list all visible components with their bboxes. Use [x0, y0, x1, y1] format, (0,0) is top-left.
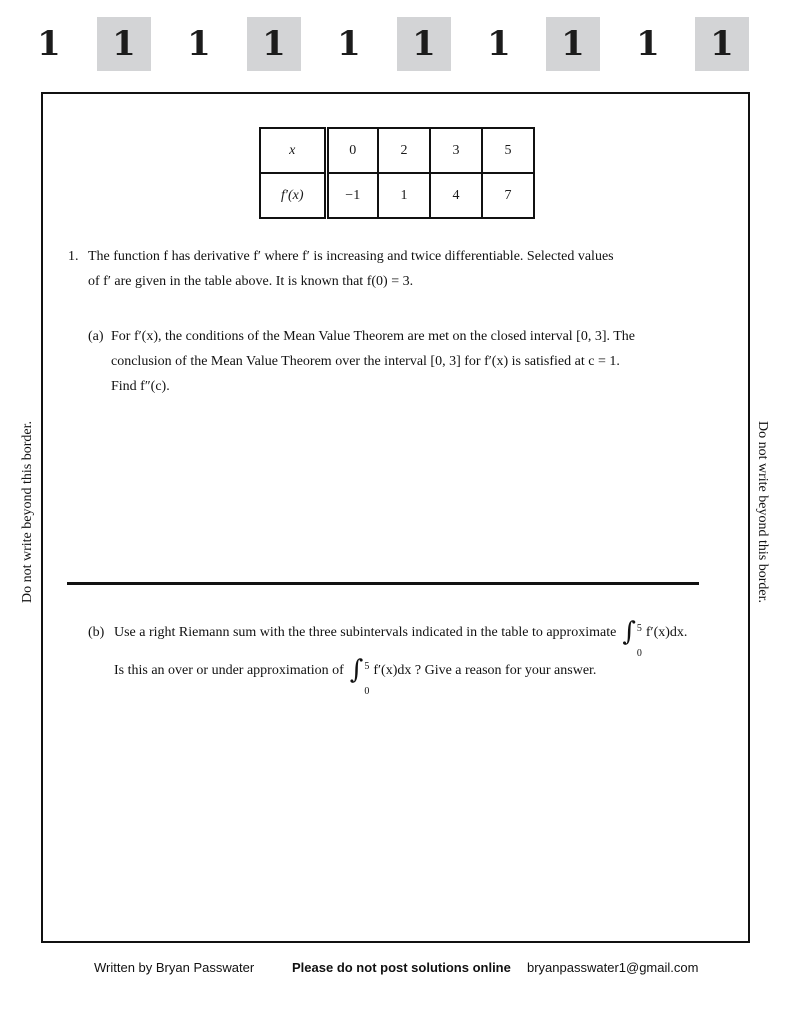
problem-line: of f′ are given in the table above. It is known that f(0) = 3.	[88, 274, 414, 289]
problem-statement	[68, 244, 708, 294]
page-number-cell: 1	[97, 17, 151, 71]
part-a-label: (a)	[88, 329, 104, 344]
part-b-line: Is this an over or under approximation of	[114, 662, 344, 678]
table-cell: 3	[430, 128, 482, 173]
integral-upper-limit: 5	[636, 623, 642, 634]
page-number-cell: 1	[187, 24, 211, 64]
answer-border	[41, 92, 750, 943]
integral-sign: ∫	[622, 617, 636, 647]
section-divider	[67, 582, 699, 585]
part-a-line: conclusion of the Mean Value Theorem over the interval [0, 3] for f′(x) is satisfied at c = 1.	[111, 354, 620, 369]
part-b-line: Use a right Riemann sum with the three subintervals indicated in the table to approximate	[114, 624, 617, 640]
page-number-cell: 1	[695, 17, 749, 71]
table-header-cell: f′(x)	[260, 173, 326, 218]
page-number-cell: 1	[487, 24, 511, 64]
part-a-line: Find f″(c).	[111, 379, 170, 394]
table-cell: 2	[378, 128, 430, 173]
integrand: f′(x)dx.	[645, 624, 688, 640]
page-number-cell: 1	[636, 24, 660, 64]
values-table	[259, 127, 535, 219]
part-a	[88, 324, 728, 399]
page-number-cell: 1	[337, 24, 361, 64]
page-number-cell: 1	[397, 17, 451, 71]
part-b	[88, 614, 748, 697]
integral-lower-limit: 0	[636, 648, 642, 659]
page-number-cell: 1	[546, 17, 600, 71]
page-number-cell: 1	[247, 17, 301, 71]
footer-notice: Please do not post solutions online	[292, 960, 511, 975]
integrand: f′(x)dx ? Give a reason for your answer.	[373, 662, 597, 678]
integral-upper-limit: 5	[364, 661, 370, 672]
table-cell: −1	[326, 173, 378, 218]
table-row	[260, 128, 534, 173]
page-number-strip	[22, 17, 769, 71]
table-cell: 0	[326, 128, 378, 173]
table-row	[260, 173, 534, 218]
part-a-line: For f′(x), the conditions of the Mean Value Theorem are met on the closed interval [0, 3]. The	[111, 329, 636, 344]
table-header-cell: x	[260, 128, 326, 173]
page-number-cell: 1	[37, 24, 61, 64]
side-border-note-left: Do not write beyond this border.	[20, 421, 35, 603]
side-border-note-right: Do not write beyond this border.	[755, 421, 770, 603]
footer-author: Written by Bryan Passwater	[94, 960, 255, 975]
problem-number: 1.	[68, 249, 79, 264]
page-footer	[0, 960, 791, 980]
table-cell: 5	[482, 128, 534, 173]
table-cell: 7	[482, 173, 534, 218]
integral-symbol	[622, 616, 644, 659]
table-cell: 1	[378, 173, 430, 218]
integral-symbol	[349, 654, 372, 697]
table-cell: 4	[430, 173, 482, 218]
integral-sign: ∫	[349, 655, 364, 685]
integral-lower-limit: 0	[364, 686, 370, 697]
problem-line: The function f has derivative f′ where f′ is increasing and twice differentiable. Selected values	[88, 249, 614, 264]
part-b-label: (b)	[88, 624, 105, 640]
footer-email: bryanpasswater1@gmail.com	[527, 960, 699, 975]
